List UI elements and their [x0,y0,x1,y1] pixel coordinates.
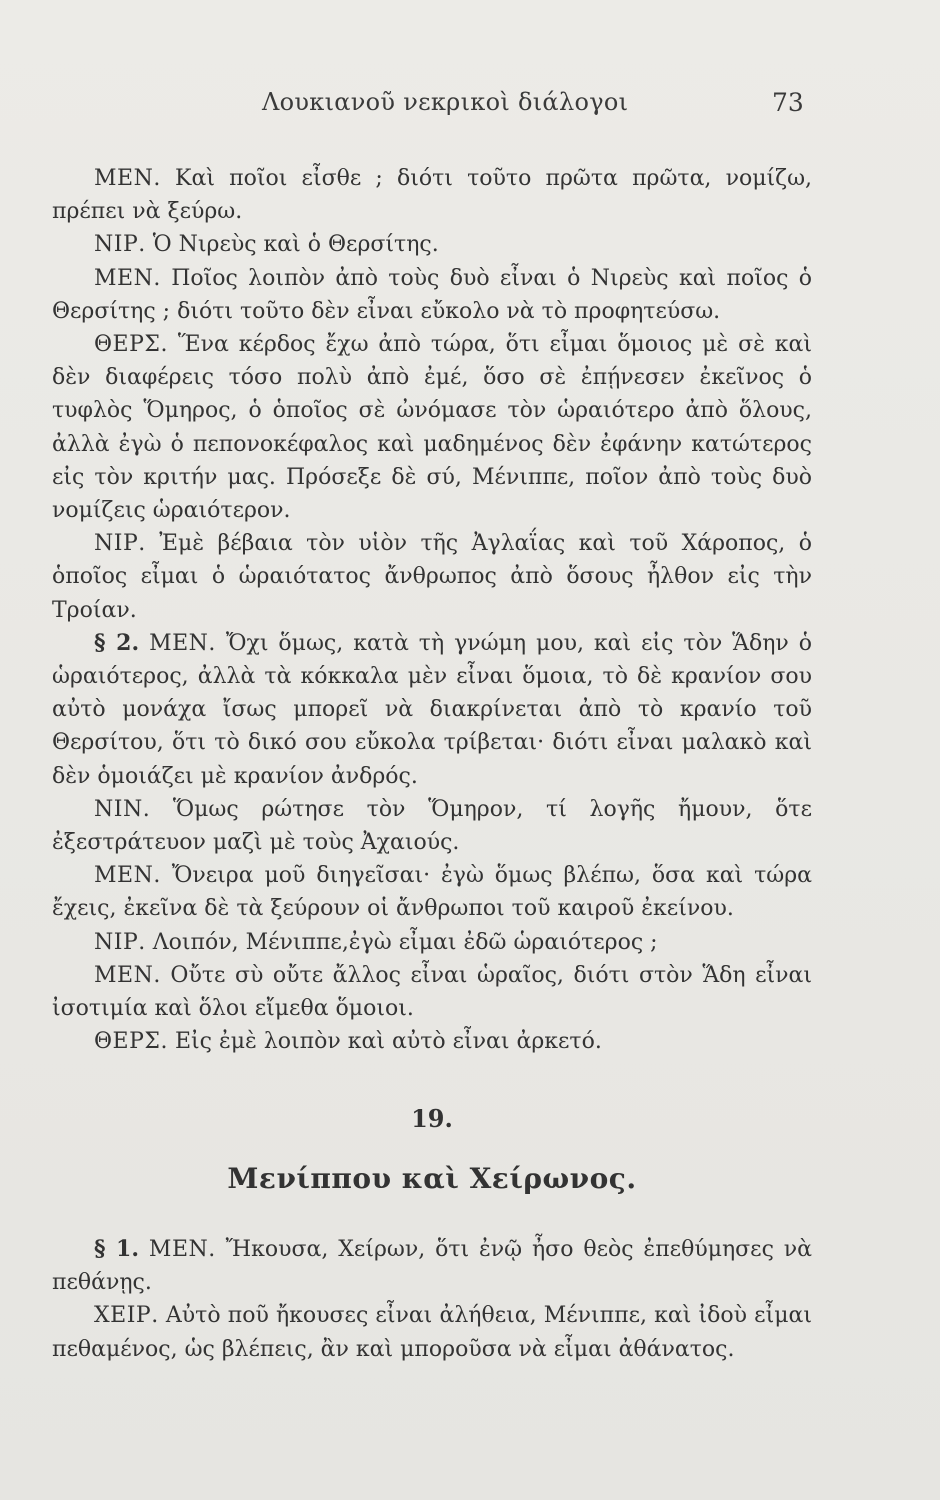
speaker-label: ΘΕΡΣ. [94,1029,168,1055]
paragraph-text: Καὶ ποῖοι εἶσθε ; διότι τοῦτο πρῶτα πρῶτα, νομίζω, πρέπει νὰ ξεύρω. [52,166,813,225]
chapter-number: 19. [411,1104,453,1134]
paragraph-text: Ποῖος λοιπὸν ἀπὸ τοὺς δυὸ εἶναι ὁ Νιρεὺς καὶ ποῖος ὁ Θερσίτης ; διότι τοῦτο δὲν εἶναι εὔκολο νὰ τὸ προφητεύσω. [52,265,812,324]
paragraph-text: Λοιπόν, Μένιππε,ἐγὼ εἶμαι ἐδῶ ὡραιότερος ; [152,929,658,955]
speaker-label: ΘΕΡΣ. [94,332,168,358]
section-marker: § 2. [94,629,140,656]
dialogue-paragraph [52,1299,812,1365]
dialogue-paragraph [52,328,812,527]
chapter-title: Μενίππου καὶ Χείρωνος. [227,1161,637,1195]
paragraph-text: Ἤκουσα, Χείρων, ὅτι ἐνῷ ἦσο θεὸς ἐπεθύμησες νὰ πεθάνῃς. [52,1236,813,1296]
dialogue-paragraph [52,793,812,859]
paragraph-text: Ὁ Νιρεὺς καὶ ὁ Θερσίτης. [152,232,439,258]
paragraph-text: Ἕνα κέρδος ἔχω ἀπὸ τώρα, ὅτι εἶμαι ὅμοιος μὲ σὲ καὶ δὲν διαφέρεις τόσο πολὺ ἀπὸ ἐμέ, ὅσο σὲ ἐπῄνεσεν ἐκεῖνος ὁ τυφλὸς Ὅμηρος, ὁ ὁποῖος σὲ ὠνόμασε τὸν ὡραιότερο ἀπὸ ὅλους, ἀλλὰ ἐγὼ ὁ πεπονοκέφαλος καὶ μαδημένος δὲν ἐφάνην κατώτερος εἰς τὸν κριτήν μας. Πρόσεξε δὲ σύ, Μένιππε, ποῖον ἀπὸ τοὺς δυὸ νομίζεις ὡραιότερον. [52,332,812,524]
speaker-label: ΝΙΡ. [94,929,146,955]
paragraph-text: Ἐμὲ βέβαια τὸν υἱὸν τῆς Ἀγλαΐας καὶ τοῦ Χάροπος, ὁ ὁποῖος εἶμαι ὁ ὡραιότατος ἄνθρωπος ἀπὸ ὅσους ἦλθον εἰς τὴν Τροίαν. [52,531,812,623]
dialogue-paragraph [52,262,812,328]
speaker-label: ΝΙΝ. [94,796,151,822]
speaker-label: ΜΕΝ. [149,630,216,656]
speaker-label: ΝΙΡ. [94,531,146,557]
dialogue-paragraph [52,959,812,1025]
dialogue-paragraph [52,859,812,925]
paragraph-text: Εἰς ἐμὲ λοιπὸν καὶ αὐτὸ εἶναι ἀρκετό. [174,1029,602,1055]
dialogue-paragraph [52,162,812,228]
paragraph-text: Οὔτε σὺ οὔτε ἄλλος εἶναι ὡραῖος, διότι στὸν Ἅδη εἶναι ἰσοτιμία καὶ ὅλοι εἴμεθα ὅμοιοι. [52,962,812,1022]
dialogue-paragraph [52,527,812,627]
dialogue-paragraph [52,228,812,261]
dialogue-paragraph [52,1025,812,1058]
speaker-label: ΜΕΝ. [94,962,161,988]
section-marker: § 1. [94,1235,140,1262]
dialogue-paragraph [52,1233,812,1299]
page-number: 73 [772,88,804,117]
dialogue-paragraph [52,926,812,959]
speaker-label: ΧΕΙΡ. [94,1303,159,1329]
paragraph-text: Ὄνειρα μοῦ διηγεῖσαι· ἐγὼ ὅμως βλέπω, ὅσα καὶ τώρα ἔχεις, ἐκεῖνα δὲ τὰ ξεύρουν οἱ ἄνθρωποι τοῦ καιροῦ ἐκείνου. [52,863,813,922]
speaker-label: ΜΕΝ. [94,265,161,291]
body-text [52,162,812,1366]
page-header [0,88,940,128]
speaker-label: ΜΕΝ. [148,1236,216,1262]
paragraph-text: Αὐτὸ ποῦ ἤκουσες εἶναι ἀλήθεια, Μένιππε, καὶ ἰδοὺ εἶμαι πεθαμένος, ὡς βλέπεις, ἂν καὶ μποροῦσα νὰ εἶμαι ἀθάνατος. [52,1303,812,1362]
paragraph-text: Ὅμως ρώτησε τὸν Ὅμηρον, τί λογῆς ἤμουν, ὅτε ἐξεστράτευον μαζὶ μὲ τοὺς Ἀχαιούς. [52,796,812,856]
running-title: Λουκιανοῦ νεκρικοὶ διάλογοι [262,88,629,116]
paragraph-text: Ὄχι ὅμως, κατὰ τὴ γνώμη μου, καὶ εἰς τὸν Ἅδην ὁ ὡραιότερος, ἀλλὰ τὰ κόκκαλα μὲν εἶναι ὅμοια, τὸ δὲ κρανίον σου αὐτὸ μονάχα ἴσως μπορεῖ νὰ διακρίνεται ἀπὸ τὸ κρανίο τοῦ Θερσίτου, ὅτι τὸ δικό σου εὔκολα τρίβεται· διότι εἶναι μαλακὸ καὶ δὲν ὁμοιάζει μὲ κρανίον ἀνδρός. [52,630,812,789]
dialogue-paragraph [52,627,812,793]
speaker-label: ΜΕΝ. [94,166,161,191]
speaker-label: ΜΕΝ. [94,863,161,889]
speaker-label: ΝΙΡ. [94,232,146,258]
